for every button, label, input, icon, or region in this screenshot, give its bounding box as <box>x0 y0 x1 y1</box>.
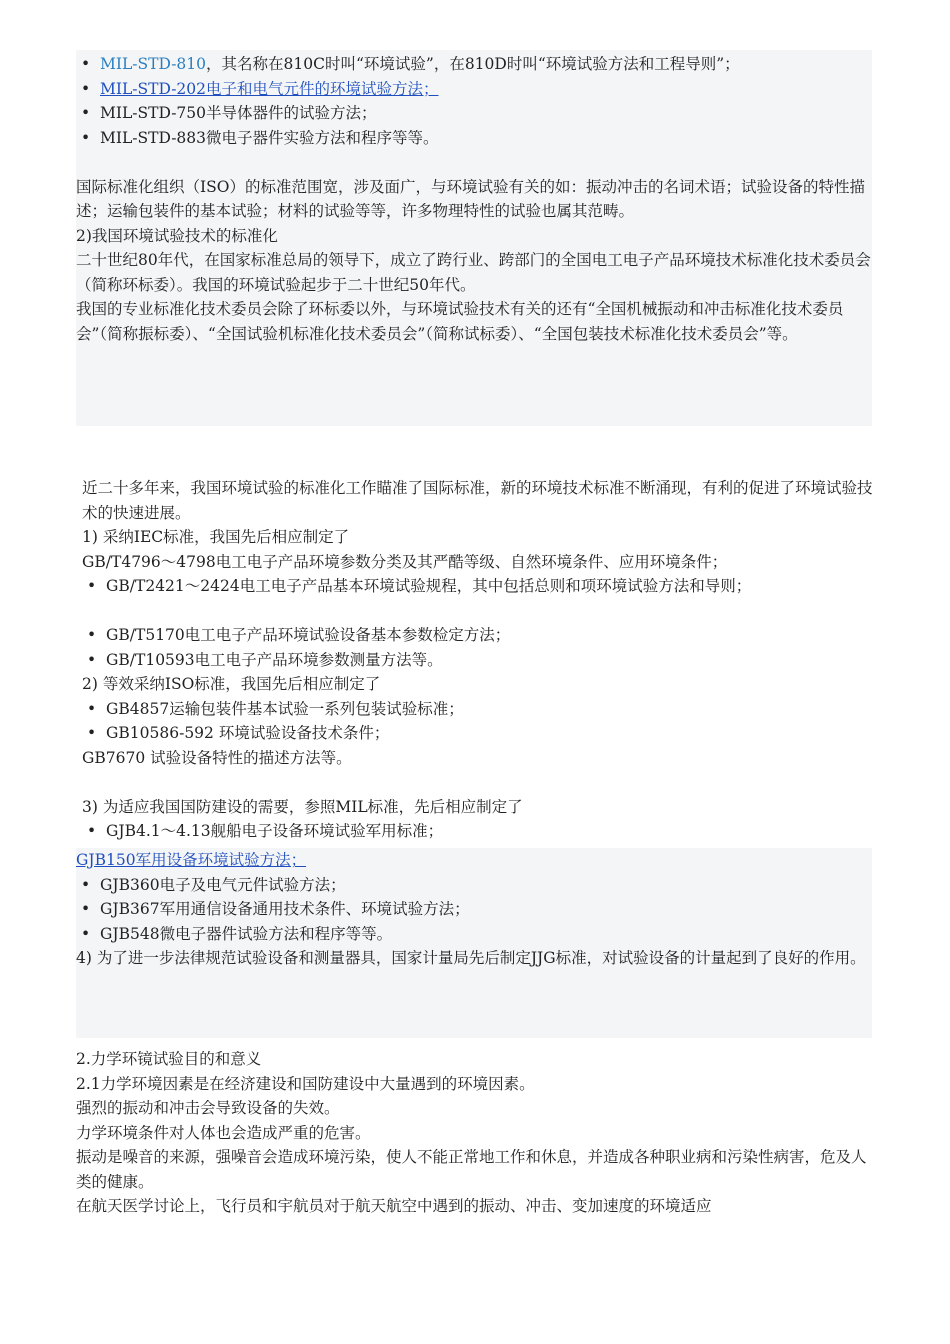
list-item: • GJB4.1～4.13舰船电子设备环境试验军用标准； <box>82 819 874 844</box>
section-heading: 2)我国环境试验技术的标准化 <box>76 226 278 245</box>
list-item: • GB4857运输包装件基本试验一系列包装试验标准； <box>82 697 874 722</box>
list-item: GB/T4796～4798电工电子产品环境参数分类及其严酷等级、自然环境条件、应用环境条件； <box>82 552 728 571</box>
list-item <box>76 848 872 873</box>
mil-std-810-link[interactable]: MIL-STD-810 <box>100 55 207 73</box>
paragraph-intro: 近二十多年来，我国环境试验的标准化工作瞄准了国际标准，新的环境技术标准不断涌现，有利的促进了环境试验技术的快速进展。 <box>82 479 873 522</box>
section-mechanics <box>76 1047 872 1219</box>
list-item-text: MIL-STD-750半导体器件的试验方法； <box>100 104 377 122</box>
list-heading: 2) 等效采纳ISO标准，我国先后相应制定了 <box>82 675 381 693</box>
section-heading: 2.力学环镜试验目的和意义 <box>76 1050 262 1068</box>
list-item: • GB/T10593电工电子产品环境参数测量方法等。 <box>82 648 874 673</box>
paragraph: 力学环境条件对人体也会造成严重的危害。 <box>76 1123 371 1142</box>
list-item-text: ，其名称在810C时叫“环境试验”，在810D时叫“环境试验方法和工程导则”； <box>206 55 740 73</box>
paragraph: 在航天医学讨论上，飞行员和宇航员对于航天航空中遇到的振动、冲击、变加速度的环境适应 <box>76 1197 712 1215</box>
paragraph: 2.1力学环境因素是在经济建设和国防建设中大量遇到的环境因素。 <box>76 1074 535 1093</box>
gjb150-link[interactable]: GJB150军用设备环境试验方法； <box>76 851 307 869</box>
list-item <box>76 126 872 151</box>
list-item: 4) 为了进一步法律规范试验设备和测量器具，国家计量局先后制定JJG标准，对试验设备的计量起到了良好的作用。 <box>76 949 866 967</box>
list-item: GB7670 试验设备特性的描述方法等。 <box>82 748 352 767</box>
section-us-standards <box>76 50 872 426</box>
list-item: • GB/T5170电工电子产品环境试验设备基本参数检定方法； <box>82 623 874 648</box>
section-gjb-standards <box>76 848 872 1038</box>
paragraph: 二十世纪80年代，在国家标准总局的领导下，成立了跨行业、跨部门的全国电工电子产品环境技术标准化技术委员会（简称环标委）。我国的环境试验起步于二十世纪50年代。 <box>76 251 871 294</box>
section-china-standards <box>82 476 874 844</box>
list-item <box>76 77 872 102</box>
mil-std-202-link[interactable]: MIL-STD-202电子和电气元件的环境试验方法； <box>100 79 439 98</box>
list-item: • GJB360电子及电气元件试验方法； <box>76 873 872 898</box>
list-item: • GJB548微电子器件试验方法和程序等等。 <box>76 922 872 947</box>
paragraph: 振动是噪音的来源，强噪音会造成环境污染，使人不能正常地工作和休息，并造成各种职业病和污染性病害，危及人类的健康。 <box>76 1148 867 1191</box>
list-item <box>76 101 872 126</box>
list-item <box>76 52 872 77</box>
list-item: • GB/T2421～2424电工电子产品基本环境试验规程，其中包括总则和项环境试验方法和导则； <box>82 574 874 599</box>
list-item: • GB10586-592 环境试验设备技术条件； <box>82 721 874 746</box>
list-heading: 3) 为适应我国国防建设的需要，参照MIL标准，先后相应制定了 <box>82 797 523 816</box>
list-item-text: MIL-STD-883微电子器件实验方法和程序等等。 <box>100 128 439 147</box>
list-item: • GJB367军用通信设备通用技术条件、环境试验方法； <box>76 897 872 922</box>
list-heading: 1) 采纳IEC标准，我国先后相应制定了 <box>82 528 350 546</box>
paragraph: 我国的专业标准化技术委员会除了环标委以外，与环境试验技术有关的还有“全国机械振动和冲击标准化技术委员会”（简称振标委）、“全国试验机标准化技术委员会”（简称试标委）、“全国包装技术标准化技术委员会”等。 <box>76 300 844 343</box>
paragraph: 强烈的振动和冲击会导致设备的失效。 <box>76 1099 340 1117</box>
paragraph-iso: 国际标准化组织（ISO）的标准范围宽，涉及面广，与环境试验有关的如：振动冲击的名词术语；试验设备的特性描述；运输包装件的基本试验；材料的试验等等，许多物理特性的试验也属其范畴。 <box>76 177 865 220</box>
